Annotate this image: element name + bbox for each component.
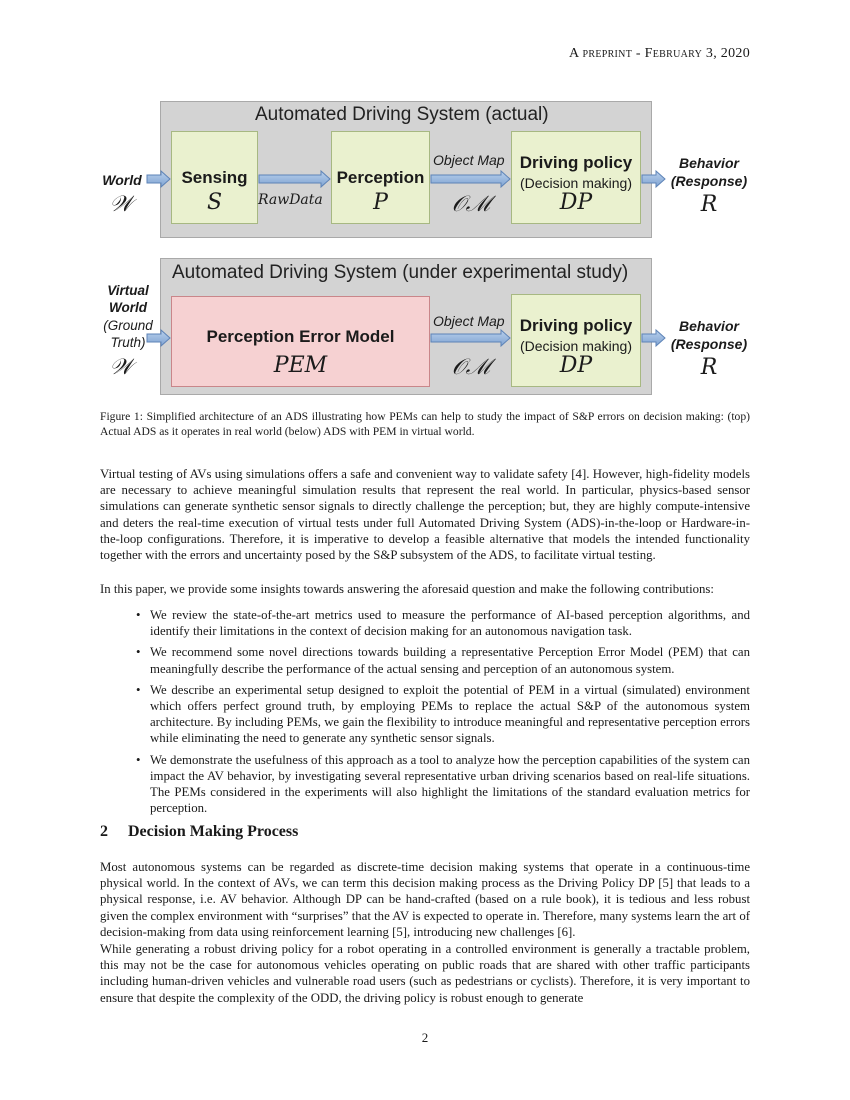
- response-label-bottom: (Response): [670, 336, 748, 352]
- section-number: 2: [100, 823, 108, 840]
- contributions-list: [100, 607, 750, 821]
- pem-label: Perception Error Model: [206, 327, 395, 346]
- section-heading: [100, 823, 298, 841]
- arrow-world-to-sensing: [147, 171, 170, 187]
- behavior-symbol-bottom: R: [700, 355, 718, 380]
- driving-policy-label-top: Driving policy: [519, 153, 633, 172]
- ads-experimental-title: Automated Driving System (under experimental study): [172, 262, 629, 283]
- bullet-3-text: We describe an experimental setup designed to exploit the potential of PEM in a virtual (simulated) environment which offers perfect ground truth, by employing PEMs to replace the actual S&P of the autonomous system architecture. By including PEMs, we gain the flexibility to introduce meaningful and representative perception errors while eliminating the need to generate any synthetic sensor signals.: [150, 682, 750, 746]
- arrow-dp-to-behavior-top: [642, 171, 665, 187]
- world-symbol: 𝒲: [109, 192, 133, 217]
- virtual-label: Virtual: [107, 283, 149, 298]
- pem-symbol: PEM: [273, 353, 328, 378]
- list-item: • We recommend some novel directions towards building a representative Perception Error Model (PEM) that can meaningfully describe the performance of the actual sensing and perception of an autonomous system.: [136, 645, 750, 676]
- ground-label: (Ground: [103, 318, 153, 333]
- page-number: 2: [421, 1030, 429, 1045]
- behavior-symbol-top: R: [700, 192, 718, 217]
- bullet-1-text: We review the state-of-the-art metrics used to measure the performance of AI-based perception algorithms, and identify their limitations in the context of decision making for an autonomous navigation task.: [150, 608, 750, 639]
- arrow-pem-to-dp: [431, 330, 510, 346]
- sensing-symbol: S: [206, 190, 223, 215]
- response-label-top: (Response): [670, 173, 748, 189]
- driving-policy-symbol-bottom: DP: [559, 353, 593, 378]
- perception-symbol: P: [373, 190, 388, 215]
- object-map-symbol-bottom: 𝒪ℳ: [451, 355, 491, 380]
- paragraph-decision-making: Most autonomous systems can be regarded as discrete-time decision making systems that operate in a continuous-time physical world. In the context of AVs, we can term this decision making process as the Driving Policy DP [5] that leads to a physical response, i.e. AV behavior. Although DP can be hand-crafted (based on a rule book), it is tedious and less robust given the complex environment with “surprises” that the AV is expected to operate in. Therefore, many systems learn the art of decision-making from data using reinforcement learning [5], introducing new challenges [6].: [100, 860, 750, 939]
- list-item: • We describe an experimental setup designed to exploit the potential of PEM in a virtual (simulated) environment which offers perfect ground truth, by employing PEMs to replace the actual S&P of the autonomous system architecture. By including PEMs, we gain the flexibility to introduce meaningful and representative perception errors while eliminating the need to generate any synthetic sensor signals.: [136, 682, 750, 746]
- sensing-label: Sensing: [181, 168, 248, 187]
- bullet-2-text: We recommend some novel directions towards building a representative Perception Error Model (PEM) that can meaningfully describe the performance of the actual sensing and perception of an autonomous system.: [150, 645, 750, 676]
- list-item: • We demonstrate the usefulness of this approach as a tool to analyze how the perception capabilities of the system can impact the AV behavior, by investigating several representative urban driving scenarios based on real-life situations. The PEMs considered in the experiments will also highlight the limitations of the standard evaluation metrics for perception.: [136, 752, 750, 816]
- running-header: A preprint - February 3, 2020: [569, 46, 750, 61]
- object-map-label-bottom: Object Map: [433, 313, 505, 329]
- decision-making-label-top: (Decision making): [519, 175, 633, 191]
- paragraph-contributions-intro: In this paper, we provide some insights towards answering the aforesaid question and make the following contributions:: [100, 582, 714, 596]
- object-map-symbol-top: 𝒪ℳ: [451, 192, 491, 217]
- driving-policy-symbol-top: DP: [559, 190, 593, 215]
- arrow-dp-to-behavior-bottom: [642, 330, 665, 346]
- figure-caption: Figure 1: Simplified architecture of an ADS illustrating how PEMs can help to study the impact of S&P errors on decision making: (top) Actual ADS as it operates in real world (below) ADS with PEM in virtual world.: [100, 410, 750, 438]
- arrow-perception-to-dp-top: [431, 171, 510, 187]
- ads-actual-title: Automated Driving System (actual): [255, 104, 549, 125]
- behavior-label-bottom: Behavior: [679, 318, 739, 334]
- world-label-virtual: World: [109, 300, 147, 315]
- arrows-layer: [0, 0, 850, 420]
- arrow-virtual-to-pem: [147, 330, 170, 346]
- behavior-label-top: Behavior: [679, 155, 739, 171]
- bullet-4-text: We demonstrate the usefulness of this approach as a tool to analyze how the perception capabilities of the system can impact the AV behavior, by investigating several representative urban driving scenarios based on real-life situations. The PEMs considered in the experiments will also highlight the limitations of the standard evaluation metrics for perception.: [150, 752, 750, 816]
- section-title: Decision Making Process: [128, 823, 299, 840]
- rawdata-label: RawData: [258, 192, 323, 208]
- list-item: • We review the state-of-the-art metrics used to measure the performance of AI-based perception algorithms, and identify their limitations in the context of decision making for an autonomous navigation task.: [136, 608, 750, 639]
- arrow-sensing-to-perception: [259, 171, 330, 187]
- world-label: World: [102, 172, 142, 188]
- perception-label: Perception: [336, 168, 425, 187]
- virtual-world-symbol: 𝒲: [109, 355, 133, 380]
- paragraph-robust-policy: While generating a robust driving policy for a robot operating in a controlled environment is generally a tractable problem, this may not be the case for autonomous vehicles operating on public roads that are shared with other traffic participants including human-driven vehicles and vulnerable road users (such as pedestrians or cyclists). Therefore, it is very important to ensure that despite the complexity of the ODD, the driving policy is robust enough to generate: [100, 942, 750, 1005]
- decision-making-label-bottom: (Decision making): [519, 338, 633, 354]
- object-map-label-top: Object Map: [433, 152, 505, 168]
- paragraph-virtual-testing: Virtual testing of AVs using simulations offers a safe and convenient way to validate safety [4]. However, high-fidelity models are necessary to achieve meaningful simulation results that represent the real world. In particular, physics-based sensor simulations can generate synthetic sensor signals to directly challenge the perception; but, they are highly compute-intensive and deters the real-time execution of virtual tests under full Automated Driving System (ADS)-in-the-loop or Hardware-in-the-loop configurations. Therefore, it is imperative to develop a feasible alternative that models the intended functionality together with the errors and uncertainty posed by the S&P subsystem of the ADS, to facilitate virtual testing.: [100, 467, 750, 563]
- truth-label: Truth): [110, 335, 146, 350]
- driving-policy-label-bottom: Driving policy: [519, 316, 633, 335]
